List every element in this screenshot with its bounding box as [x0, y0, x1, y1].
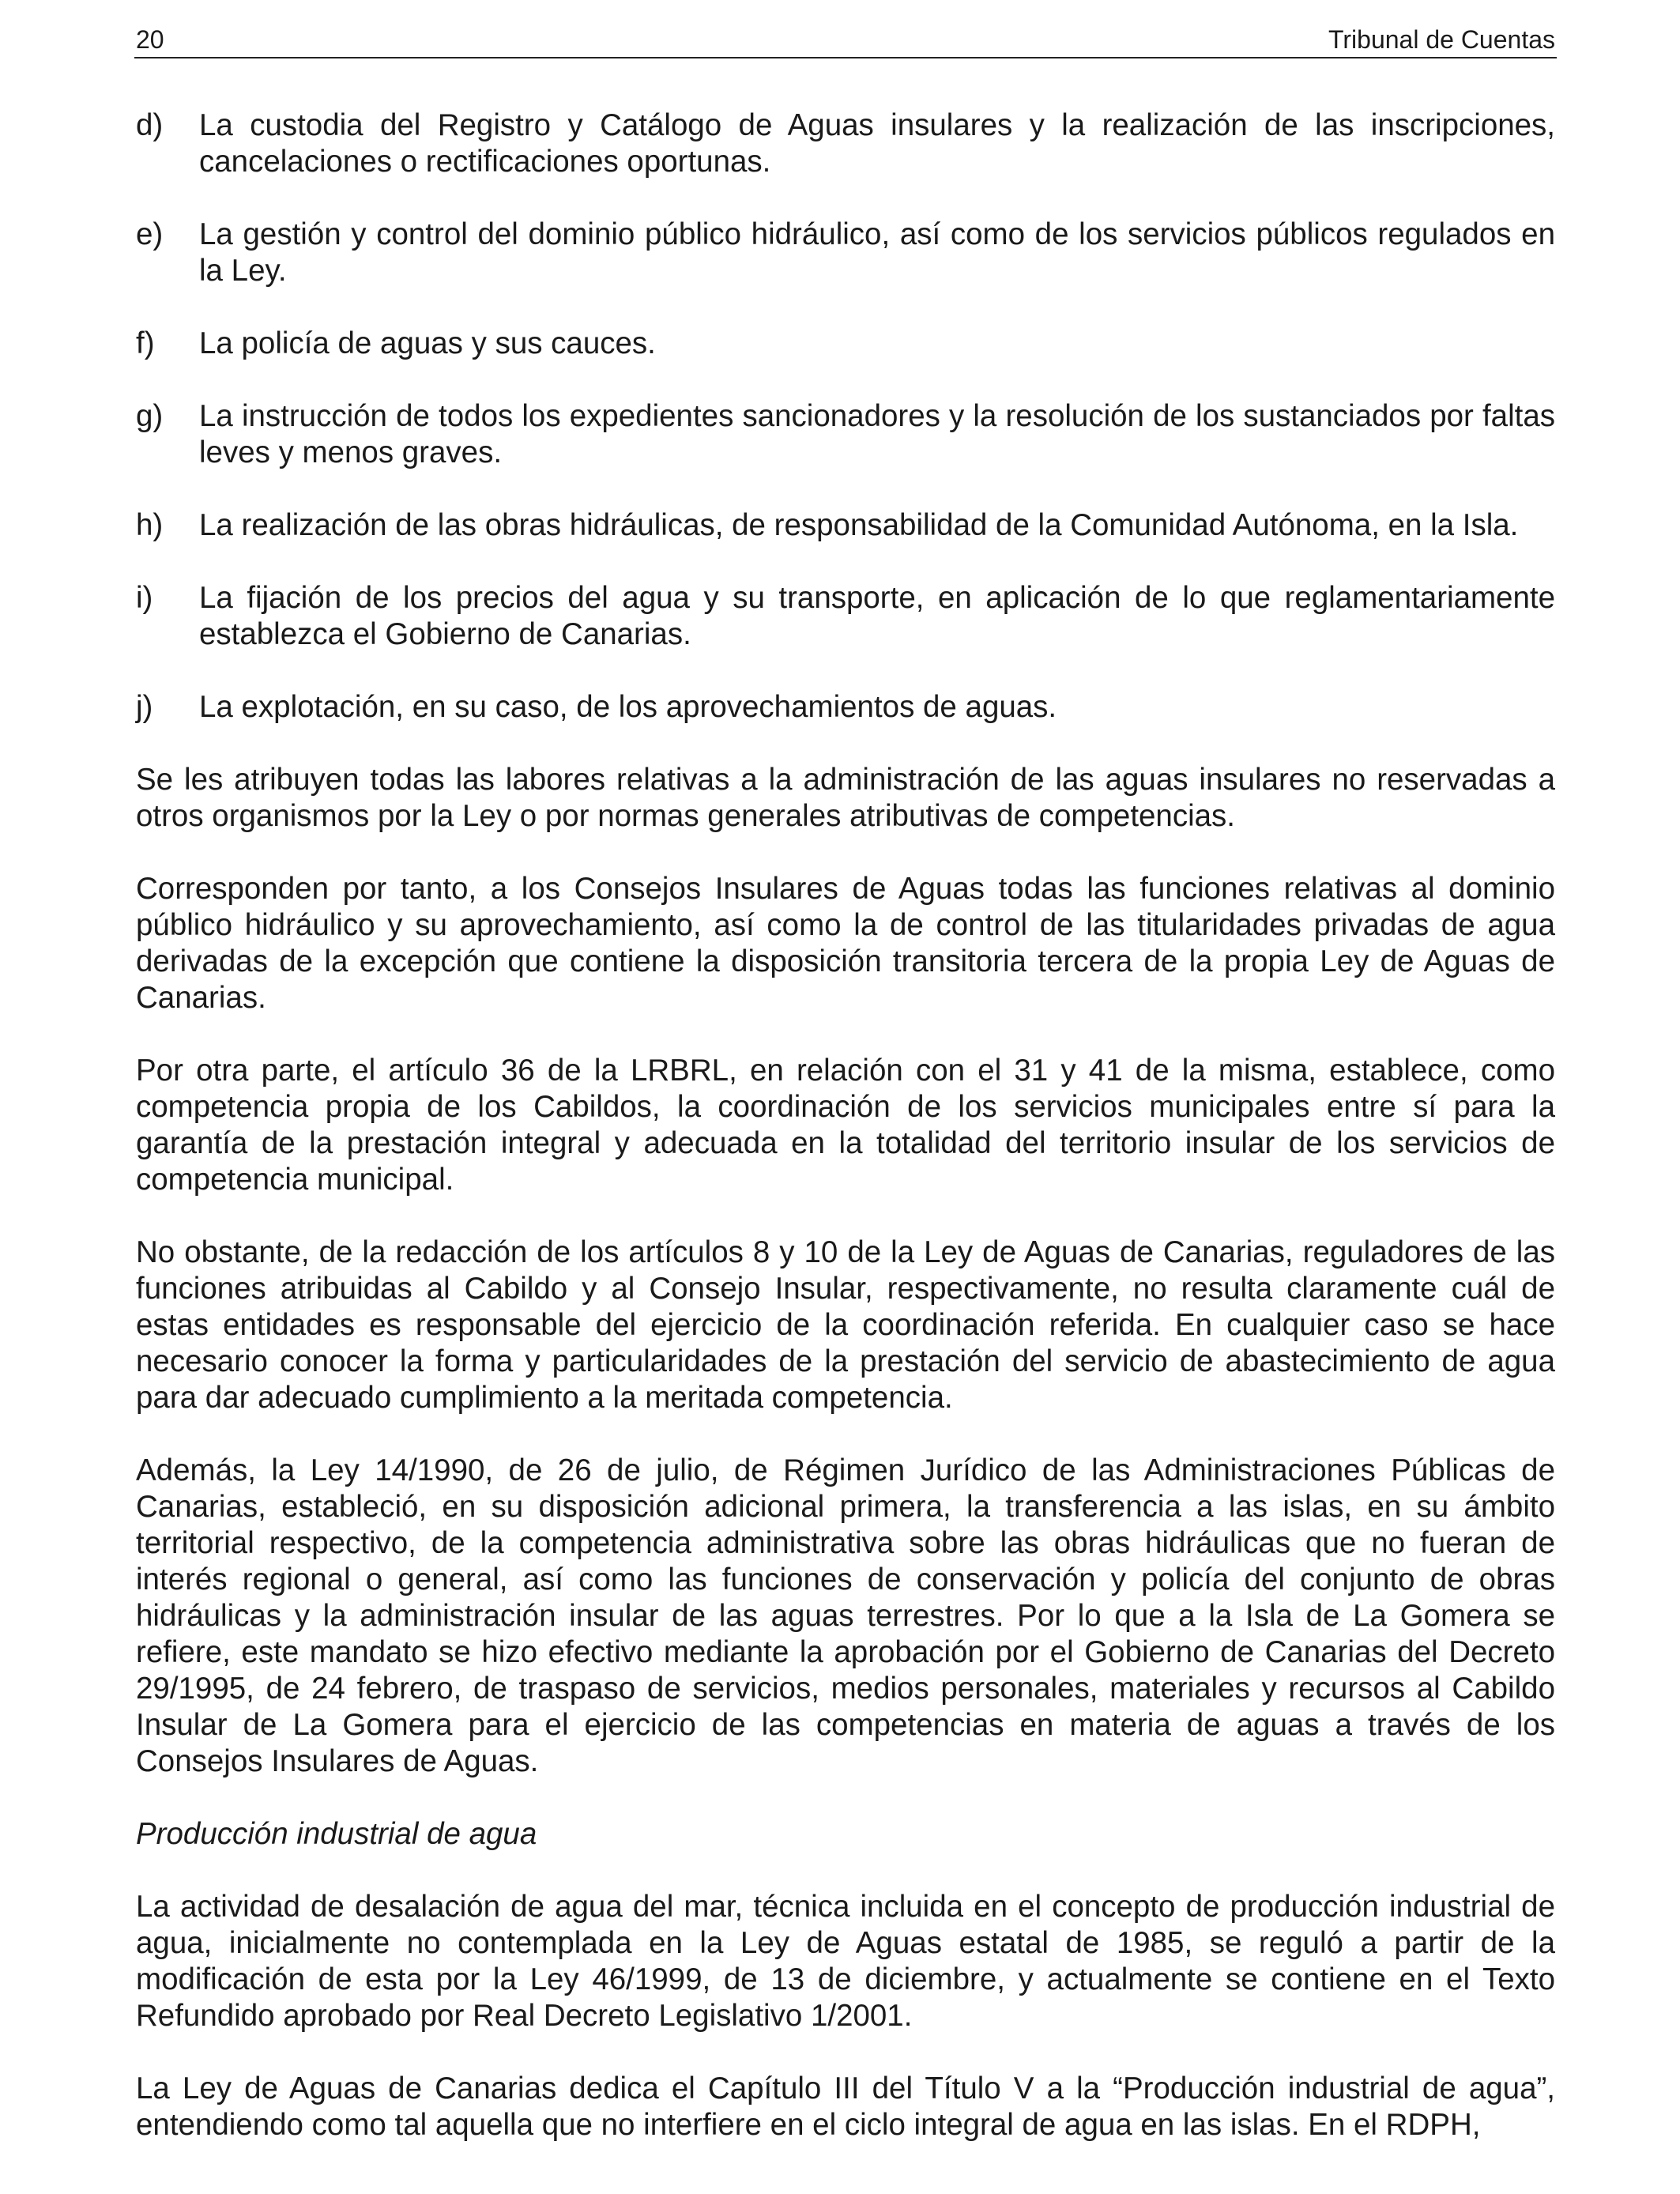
- body-paragraph: Además, la Ley 14/1990, de 26 de julio, de Régimen Jurídico de las Administraciones Públicas de Canarias, estableció, en su disposición adicional primera, la transferencia a las islas, en su ámbito territorial respectivo, de la competencia administrativa sobre las obras hidráulicas que no fueran de interés regional o general, así como las funciones de conservación y policía del conjunto de obras hidráulicas y la administración insular de las aguas terrestres. Por lo que a la Isla de La Gomera se refiere, este mandato se hizo efectivo mediante la aprobación por el Gobierno de Canarias del Decreto 29/1995, de 24 febrero, de traspaso de servicios, medios personales, materiales y recursos al Cabildo Insular de La Gomera para el ejercicio de las competencias en materia de aguas a través de los Consejos Insulares de Aguas.: [136, 1453, 1555, 1778]
- list-item: [136, 217, 1555, 289]
- document-body: [136, 107, 1555, 2143]
- running-title: Tribunal de Cuentas: [1328, 25, 1555, 54]
- body-paragraph: La actividad de desalación de agua del mar, técnica incluida en el concepto de producción industrial de agua, inicialmente no contemplada en la Ley de Aguas estatal de 1985, se reguló a partir de la modificación de esta por la Ley 46/1999, de 13 de diciembre, y actualmente se contiene en el Texto Refundido aprobado por Real Decreto Legislativo 1/2001.: [136, 1890, 1555, 2033]
- list-item-label: e): [136, 217, 164, 251]
- list-item: [136, 507, 1555, 544]
- list-item: [136, 326, 1555, 362]
- list-item: [136, 398, 1555, 471]
- list-item-text: La custodia del Registro y Catálogo de Aguas insulares y la realización de las inscripciones, cancelaciones o rectificaciones oportunas.: [199, 108, 1555, 179]
- list-item-label: g): [136, 399, 164, 433]
- body-paragraph: Corresponden por tanto, a los Consejos Insulares de Aguas todas las funciones relativas al dominio público hidráulico y su aprovechamiento, así como la de control de las titularidades privadas de agua derivadas de la excepción que contiene la disposición transitoria tercera de la propia Ley de Aguas de Canarias.: [136, 872, 1555, 1015]
- list-item: [136, 689, 1555, 726]
- page-number: 20: [136, 25, 164, 54]
- list-item: [136, 107, 1555, 180]
- list-item-label: i): [136, 581, 153, 615]
- list-item-label: h): [136, 508, 164, 542]
- list-item-label: d): [136, 108, 164, 142]
- list-item-text: La explotación, en su caso, de los aprovechamientos de aguas.: [199, 690, 1057, 724]
- list-item-text: La realización de las obras hidráulicas, de responsabilidad de la Comunidad Autónoma, en la Isla.: [199, 508, 1519, 542]
- body-paragraph: Por otra parte, el artículo 36 de la LRBRL, en relación con el 31 y 41 de la misma, establece, como competencia propia de los Cabildos, la coordinación de los servicios municipales entre sí para la garantía de la prestación integral y adecuada en la totalidad del territorio insular de los servicios de competencia municipal.: [136, 1054, 1555, 1197]
- body-paragraph: Se les atribuyen todas las labores relativas a la administración de las aguas insulares no reservadas a otros organismos por la Ley o por normas generales atributivas de competencias.: [136, 763, 1555, 833]
- page-header: [134, 24, 1557, 58]
- list-item-label: j): [136, 690, 153, 724]
- list-item-text: La gestión y control del dominio público hidráulico, así como de los servicios públicos regulados en la Ley.: [199, 217, 1555, 288]
- list-item-text: La fijación de los precios del agua y su transporte, en aplicación de lo que reglamentariamente establezca el Gobierno de Canarias.: [199, 581, 1555, 651]
- list-item-text: La policía de aguas y sus cauces.: [199, 326, 656, 360]
- list-item: [136, 580, 1555, 653]
- list-item-label: f): [136, 326, 155, 360]
- body-paragraph: No obstante, de la redacción de los artículos 8 y 10 de la Ley de Aguas de Canarias, reguladores de las funciones atribuidas al Cabildo y al Consejo Insular, respectivamente, no resulta claramente cuál de estas entidades es responsable del ejercicio de la coordinación referida. En cualquier caso se hace necesario conocer la forma y particularidades de la prestación del servicio de abastecimiento de agua para dar adecuado cumplimiento a la meritada competencia.: [136, 1235, 1555, 1415]
- list-item-text: La instrucción de todos los expedientes sancionadores y la resolución de los sustanciados por faltas leves y menos graves.: [199, 399, 1555, 469]
- section-heading: Producción industrial de agua: [136, 1817, 537, 1851]
- body-paragraph: La Ley de Aguas de Canarias dedica el Capítulo III del Título V a la “Producción industrial de agua”, entendiendo como tal aquella que no interfiere en el ciclo integral de agua en las islas. En el RDPH,: [136, 2071, 1555, 2142]
